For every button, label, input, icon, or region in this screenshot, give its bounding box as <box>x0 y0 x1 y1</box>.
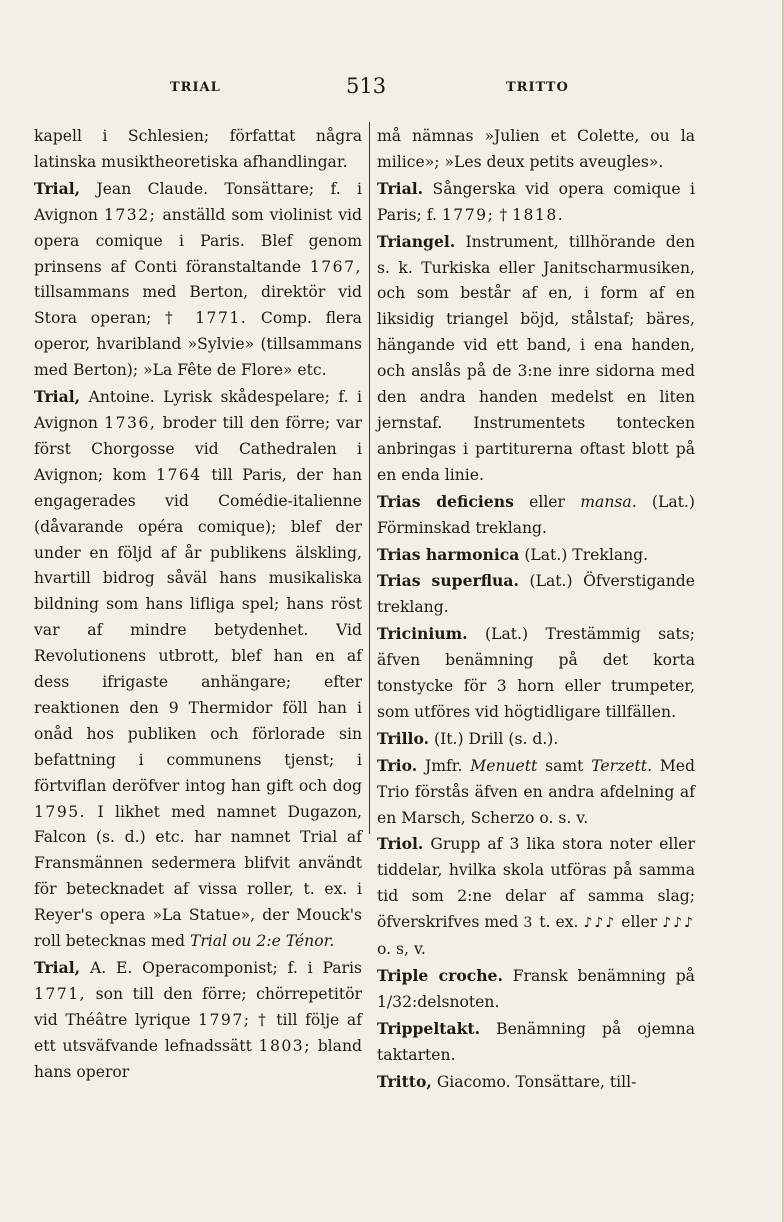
entry-tritto: Tritto, Giacomo. Tonsättare, till- <box>377 1071 637 1091</box>
headword: Trias deficiens <box>377 491 514 511</box>
right-column <box>377 124 695 1096</box>
entry-triple-croche: Triple croche. Fransk benämning på 1/32:delsnoten. <box>377 966 695 1011</box>
headword: Trial. <box>377 178 424 198</box>
left-column <box>34 124 362 1086</box>
entry-continuation: må nämnas »Julien et Colette, ou la milice»; »Les deux petits aveugles». <box>377 127 695 171</box>
triplet-sign: 3 <box>523 915 535 932</box>
headword: Trial, <box>34 178 81 198</box>
entry-trial-a-e: Trial, A. E. Operacomponist; f. i Paris 1771, son till den förre; chörrepetitör vid Théâtre lyrique 1797; † till följe af ett utsväfvande lefnadssätt 1803; bland hans operor <box>34 958 362 1081</box>
page-number: 513 <box>346 74 387 98</box>
headword: Tritto, <box>377 1071 432 1091</box>
entry-trias-superflua: Trias superflua. (Lat.) Öfverstigande treklang. <box>377 571 695 617</box>
headword: Trial, <box>34 958 81 977</box>
entry-trippeltakt: Trippeltakt. Benämning på ojemna taktarten. <box>377 1018 695 1064</box>
headword: Trias superflua. <box>377 571 519 591</box>
headword: Tricinium. <box>377 624 468 644</box>
entry-trial-singer: Trial. Sångerska vid opera comique i Paris; f. 1779; † 1818. <box>377 178 695 224</box>
entry-trillo: Trillo. (It.) Drill (s. d.). <box>377 728 559 748</box>
entry-trias-deficiens: Trias deficiens eller mansa. (Lat.) Förminskad treklang. <box>377 491 695 537</box>
music-notes-example-1: ♪♪♪ <box>583 915 617 932</box>
headword: Trio. <box>377 755 418 775</box>
entry-continuation: kapell i Schlesien; författat några latinska musiktheoretiska afhandlingar. <box>34 127 362 171</box>
entry-trial-antoine: Trial, Antoine. Lyrisk skådespelare; f. i Avignon 1736, broder till den förre; var först Chorgosse vid Cathedralen i Avignon; kom 1764 till Paris, der han engagerades vid Comédie-italienne (dåvarande opéra comique); blef der under en följd af år publikens älskling, hvartill bidrog såväl hans musikaliska bildning som hans lifliga spel; hans röst var af mindre betydenhet. Vid Revolutionens utbrott, blef han en af dess ifrigaste anhängare; efter reaktionen den 9 Thermidor föll han i onåd hos publiken och förlorade sin befattning i communens tjenst; i förtviflan deröfver intog han gift och dog 1795. I likhet med namnet Dugazon, Falcon (s. d.) etc. har namnet Trial af Fransmännen sedermera blifvit användt för betecknadet af vissa roller, t. ex. i Reyer's opera »La Statue», der Mouck's roll betecknas med Trial ou 2:e Ténor. <box>34 387 363 951</box>
entry-tricinium: Tricinium. (Lat.) Trestämmig sats; äfven benämning på det korta tonstycke för 3 horn eller trumpeter, som utföres vid högtidligare tillfällen. <box>377 624 695 721</box>
entry-trias-harmonica: Trias harmonica (Lat.) Treklang. <box>377 544 649 564</box>
headword: Trillo. <box>377 728 430 748</box>
entry-trial-jean-claude: Trial, Jean Claude. Tonsättare; f. i Avignon 1732; anställd som violinist vid opera comique i Paris. Blef genom prinsens af Conti föranstaltande 1767, tillsammans med Berton, direktör vid Stora operan; † 1771. Comp. flera operor, hvaribland »Sylvie» (tillsammans med Berton); »La Fête de Flore» etc. <box>34 178 362 380</box>
entry-triangel: Triangel. Instrument, tillhörande den s. k. Turkiska eller Janitscharmusiken, och som består af en, i form af en liksidig triangel böjd, stålstaf; bäres, hängande vid ett band, i ena handen, och anslås på de 3:ne inre sidorna med den andra handen medelst en liten jernstaf. Instrumentets tontecken anbringas i partiturerna oftast blott på en enda linie. <box>377 231 695 484</box>
entry-trio: Trio. Jmfr. Menuett samt Terzett. Med Trio förstås äfven en andra afdelning af en Marsch, Scherzo o. s. v. <box>377 755 695 827</box>
headword: Trias harmonica <box>377 544 520 564</box>
headword: Trippeltakt. <box>377 1018 481 1038</box>
running-head <box>0 74 784 102</box>
entry-triol: Triol. Grupp af 3 lika stora noter eller tiddelar, hvilka skola utföras på samma tid som 2:ne delar af samma slag; öfverskrifves med 3 t. ex. ♪♪♪ eller ♪♪♪ o. s, v. <box>377 834 695 959</box>
column-divider <box>369 122 370 834</box>
header-right-catchword: TRITTO <box>506 80 569 95</box>
header-left-catchword: TRIAL <box>170 80 221 95</box>
music-notes-example-2: ♪♪♪ <box>662 915 695 932</box>
headword: Trial, <box>34 387 81 407</box>
headword: Triol. <box>377 834 424 854</box>
headword: Triangel. <box>377 231 456 251</box>
headword: Triple croche. <box>377 966 503 985</box>
